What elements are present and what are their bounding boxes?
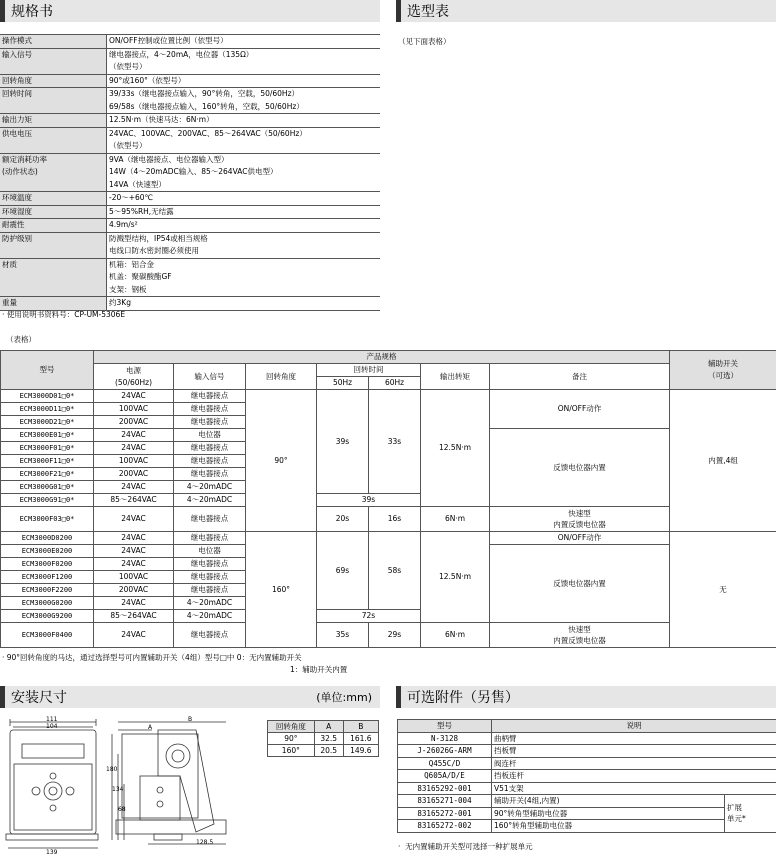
spec-value-line: 5～95%RH,无结露 [109,206,174,216]
dim-a: A [148,724,153,731]
spec-label: 材质 [0,258,107,297]
dim-134: 134 [112,786,124,793]
remark-onoff-cell: ON/OFF动作 [490,532,670,545]
table-caption: （表格） [6,335,36,344]
power-cell: 100VAC [94,571,174,584]
power-cell: 24VAC [94,545,174,558]
dim-128-5: 128.5 [196,839,214,846]
input-cell: 4～20mADC [174,597,246,610]
accessories-note: · 无内置辅助开关型可选择一种扩展单元 [398,842,533,851]
h-angle: 回转角度 [246,364,317,390]
h-aux: 辅助开关 （可选） [670,351,776,390]
spec-value-line: 9VA（继电器接点、电位器输入型） [109,154,229,164]
spec-value-line: 继电器接点，4～20mA，电位器（135Ω） [109,49,254,59]
remark-pot-cell: 反馈电位器内置 [490,545,670,623]
h-60hz: 60Hz [369,377,421,390]
spec-value-line: 39/33s（继电器接点输入，90°转角，空载，50/60Hz） [109,89,300,98]
spec-value-line: ON/OFF控制或位置比例（依型号） [109,36,228,45]
input-cell: 继电器接点 [174,416,246,429]
install-unit: (单位:mm) [316,691,372,704]
dim-cell: 20.5 [314,745,343,757]
h-50hz: 50Hz [317,377,369,390]
accessory-model: 83165292-001 [398,782,492,795]
spec-label: 回转时间 [0,88,107,114]
spec-value [107,74,381,88]
spec-value-line: 支架：钢板 [109,284,147,294]
model-cell: ECM3000D11□0* [1,403,94,416]
dim-cell: 161.6 [343,733,378,745]
spec-value-line: 12.5N·m（快速马达：6N·m） [109,115,214,124]
power-cell: 24VAC [94,623,174,648]
selection-header [396,0,776,22]
spec-value-line: 防溅型结构，IP54或相当规格 [109,233,208,243]
spec-value-line: 14W（4～20mADC输入、85～264VAC供电型） [109,167,278,176]
spec-label: 输出力矩 [0,114,107,128]
spec-value-line: 机箱：铝合金 [109,259,154,269]
spec-value [107,88,381,114]
install-header [0,686,380,708]
spec-row [0,232,380,258]
accessory-model: Q605A/D/E [398,770,492,783]
input-cell: 继电器接点 [174,468,246,481]
model-cell: ECM3000G91□0* [1,494,94,507]
accessory-row [398,757,776,770]
spec-label: 环境温度 [0,192,107,206]
model-cell: ECM3000F03□0* [1,507,94,532]
time-50-cell: 35s [317,623,369,648]
spec-value-line: （依型号） [109,62,147,71]
model-cell: ECM3000D01□0* [1,390,94,403]
dim-180: 180 [106,766,118,773]
spec-value [107,258,381,297]
accessory-row [398,782,776,795]
time-50-cell: 20s [317,507,369,532]
accessory-model: J-26026G-ARM [398,745,492,758]
spec-value-line: 69/58s（继电器接点输入，160°转角，空载，50/60Hz） [109,101,304,111]
spec-value-line: （依型号） [109,141,147,150]
spec-value-line: 24VAC、100VAC、200VAC、85～264VAC（50/60Hz） [109,128,307,138]
table-row-fast [1,507,776,532]
power-cell: 24VAC [94,429,174,442]
dim-139: 139 [46,849,58,856]
model-cell: ECM3000F11□0* [1,455,94,468]
dim-header-cell: 回转角度 [268,721,315,733]
dim-cell: 149.6 [343,745,378,757]
accessory-desc: V51支架 [492,782,776,795]
h-input: 输入信号 [174,364,246,390]
dim-cell: 90° [268,733,315,745]
spec-row [0,74,380,88]
spec-value [107,153,381,192]
accessory-model: 83165272-001 [398,807,492,820]
power-cell: 100VAC [94,403,174,416]
torque-cell: 6N·m [421,623,490,648]
model-cell: ECM3000F0200 [1,558,94,571]
table-note-1: · 90°回转角度的马达，通过选择型号可内置辅助开关（4组）型号□中 0：无内置辅助开关 [2,653,302,662]
spec-value [107,205,381,219]
angle-cell: 90° [246,390,317,532]
accessories-header [396,686,776,708]
spec-value [107,35,381,49]
table-row [1,532,776,545]
power-cell: 24VAC [94,532,174,545]
accessory-ext: 扩展 单元* [725,795,776,833]
power-cell: 200VAC [94,584,174,597]
acc-h-model: 型号 [398,720,492,733]
spec-value [107,219,381,233]
accessory-model: 83165272-002 [398,820,492,833]
spec-row [0,219,380,233]
accessory-row [398,770,776,783]
accessory-row [398,745,776,758]
accessory-desc: 160°转角型辅助电位器 [492,820,725,833]
spec-row [0,205,380,219]
accessory-row [398,820,776,833]
dim-cell: 160° [268,745,315,757]
table-row [1,390,776,403]
time-72-cell: 39s [317,494,421,507]
accessory-row [398,807,776,820]
accessory-desc: 辅助开关(4组,内置) [492,795,725,808]
spec-label: 重量 [0,297,107,311]
input-cell: 继电器接点 [174,532,246,545]
input-cell: 继电器接点 [174,584,246,597]
time-60-cell: 33s [369,390,421,494]
spec-value [107,297,381,311]
selection-note: （见下面表格） [398,37,451,46]
input-cell: 继电器接点 [174,403,246,416]
spec-row [0,48,380,74]
spec-row [0,192,380,206]
group-160 [1,532,776,648]
dim-header-cell: A [314,721,343,733]
dim-table [267,720,379,757]
power-cell: 85～264VAC [94,494,174,507]
accessories-title: 可选附件（另售） [407,690,519,706]
accessory-model: N-3128 [398,732,492,745]
spec-label: 输入信号 [0,48,107,74]
spec-value-line: 电线口防水密封圈必须使用 [109,246,199,255]
spec-label: 操作模式 [0,35,107,49]
spec-title: 规格书 [11,4,53,20]
h-time: 回转时间 [317,364,421,377]
h-remark: 备注 [490,364,670,390]
spec-row [0,127,380,153]
model-cell: ECM3000F1200 [1,571,94,584]
accessory-model: 83165271-004 [398,795,492,808]
torque-cell: 12.5N·m [421,532,490,623]
spec-row [0,35,380,49]
dim-row [268,745,379,757]
spec-row [0,153,380,192]
aux-cell: 内置,4组 [670,390,776,532]
model-cell: ECM3000F0400 [1,623,94,648]
time-50-cell: 39s [317,390,369,494]
spec-row [0,88,380,114]
remark-fast-cell: 快速型 内置反馈电位器 [490,507,670,532]
spec-value [107,114,381,128]
model-cell: ECM3000D21□0* [1,416,94,429]
input-cell: 4～20mADC [174,494,246,507]
h-power: 电源 (50/60Hz) [94,364,174,390]
time-72-cell: 72s [317,610,421,623]
model-cell: ECM3000F2200 [1,584,94,597]
model-cell: ECM3000F21□0* [1,468,94,481]
power-cell: 24VAC [94,597,174,610]
power-cell: 24VAC [94,390,174,403]
power-cell: 24VAC [94,442,174,455]
spec-row [0,297,380,311]
dim-header-row [268,721,379,733]
input-cell: 继电器接点 [174,571,246,584]
input-cell: 继电器接点 [174,455,246,468]
h-model: 型号 [1,351,94,390]
power-cell: 200VAC [94,468,174,481]
model-cell: ECM3000F01□0* [1,442,94,455]
selection-table [0,350,776,648]
power-cell: 24VAC [94,558,174,571]
input-cell: 4～20mADC [174,610,246,623]
input-cell: 继电器接点 [174,507,246,532]
accessory-desc: 阀连杆 [492,757,776,770]
remark-pot-cell: 反馈电位器内置 [490,429,670,507]
torque-cell: 6N·m [421,507,490,532]
time-60-cell: 58s [369,532,421,610]
remark-fast-cell: 快速型 内置反馈电位器 [490,623,670,648]
input-cell: 继电器接点 [174,623,246,648]
input-cell: 电位器 [174,545,246,558]
model-cell: ECM3000E01□0* [1,429,94,442]
table-note-2: 1：辅助开关内置 [290,665,348,674]
angle-cell: 160° [246,532,317,648]
spec-label: 回转角度 [0,74,107,88]
accessory-desc: 挡板臂 [492,745,776,758]
spec-row [0,114,380,128]
dim-header-cell: B [343,721,378,733]
h-spec: 产品规格 [94,351,670,364]
accessory-row [398,795,776,808]
install-title: 安装尺寸 [11,690,67,706]
power-cell: 85～264VAC [94,610,174,623]
dim-104: 104 [46,723,58,730]
spec-value-line: 机盖：聚碳酸酯GF [109,272,172,281]
accessory-desc: 曲柄臂 [492,732,776,745]
spec-value-line: 14VA（快速型） [109,179,166,189]
acc-h-desc: 说明 [492,720,776,733]
spec-value-line: 约3Kg [109,298,131,307]
spec-value-line: -20～+60℃ [109,193,154,202]
spec-label: 环境湿度 [0,205,107,219]
accessory-desc: 90°转角型辅助电位器 [492,807,725,820]
table-row-fast [1,623,776,648]
time-60-cell: 16s [369,507,421,532]
input-cell: 电位器 [174,429,246,442]
model-cell: ECM3000G9200 [1,610,94,623]
spec-table [0,34,380,311]
spec-label: 防护级别 [0,232,107,258]
model-cell: ECM3000G01□0* [1,481,94,494]
model-cell: ECM3000G0200 [1,597,94,610]
group-90 [1,390,776,532]
spec-label: 额定消耗功率 (动作状态) [0,153,107,192]
power-cell: 24VAC [94,507,174,532]
power-cell: 200VAC [94,416,174,429]
spec-note: · 使用说明书资料号：CP-UM-5306E [2,310,126,319]
accessory-row [398,732,776,745]
selection-title: 选型表 [407,4,449,20]
spec-label: 供电电压 [0,127,107,153]
spec-label: 耐震性 [0,219,107,233]
dim-b: B [188,716,193,723]
power-cell: 100VAC [94,455,174,468]
spec-value [107,232,381,258]
spec-value-line: 4.9m/s² [109,220,138,229]
spec-value [107,127,381,153]
aux-cell: 无 [670,532,776,648]
dim-row [268,733,379,745]
time-50-cell: 69s [317,532,369,610]
power-cell: 24VAC [94,481,174,494]
spec-value-line: 90°或160°（依型号） [109,75,186,85]
torque-cell: 12.5N·m [421,390,490,507]
accessory-model: Q455C/D [398,757,492,770]
spec-value [107,48,381,74]
spec-row [0,258,380,297]
spec-value [107,192,381,206]
dimension-drawing [0,716,262,856]
input-cell: 继电器接点 [174,390,246,403]
input-cell: 继电器接点 [174,558,246,571]
model-cell: ECM3000D0200 [1,532,94,545]
dim-111: 111 [46,716,58,723]
input-cell: 4～20mADC [174,481,246,494]
accessory-desc: 挡板连杆 [492,770,776,783]
h-torque: 输出转矩 [421,364,490,390]
dim-cell: 32.5 [314,733,343,745]
input-cell: 继电器接点 [174,442,246,455]
accessories-table [397,719,776,833]
spec-header [0,0,380,22]
time-60-cell: 29s [369,623,421,648]
remark-onoff-cell: ON/OFF动作 [490,390,670,429]
model-cell: ECM3000E0200 [1,545,94,558]
dim-68: 68 [118,806,126,813]
